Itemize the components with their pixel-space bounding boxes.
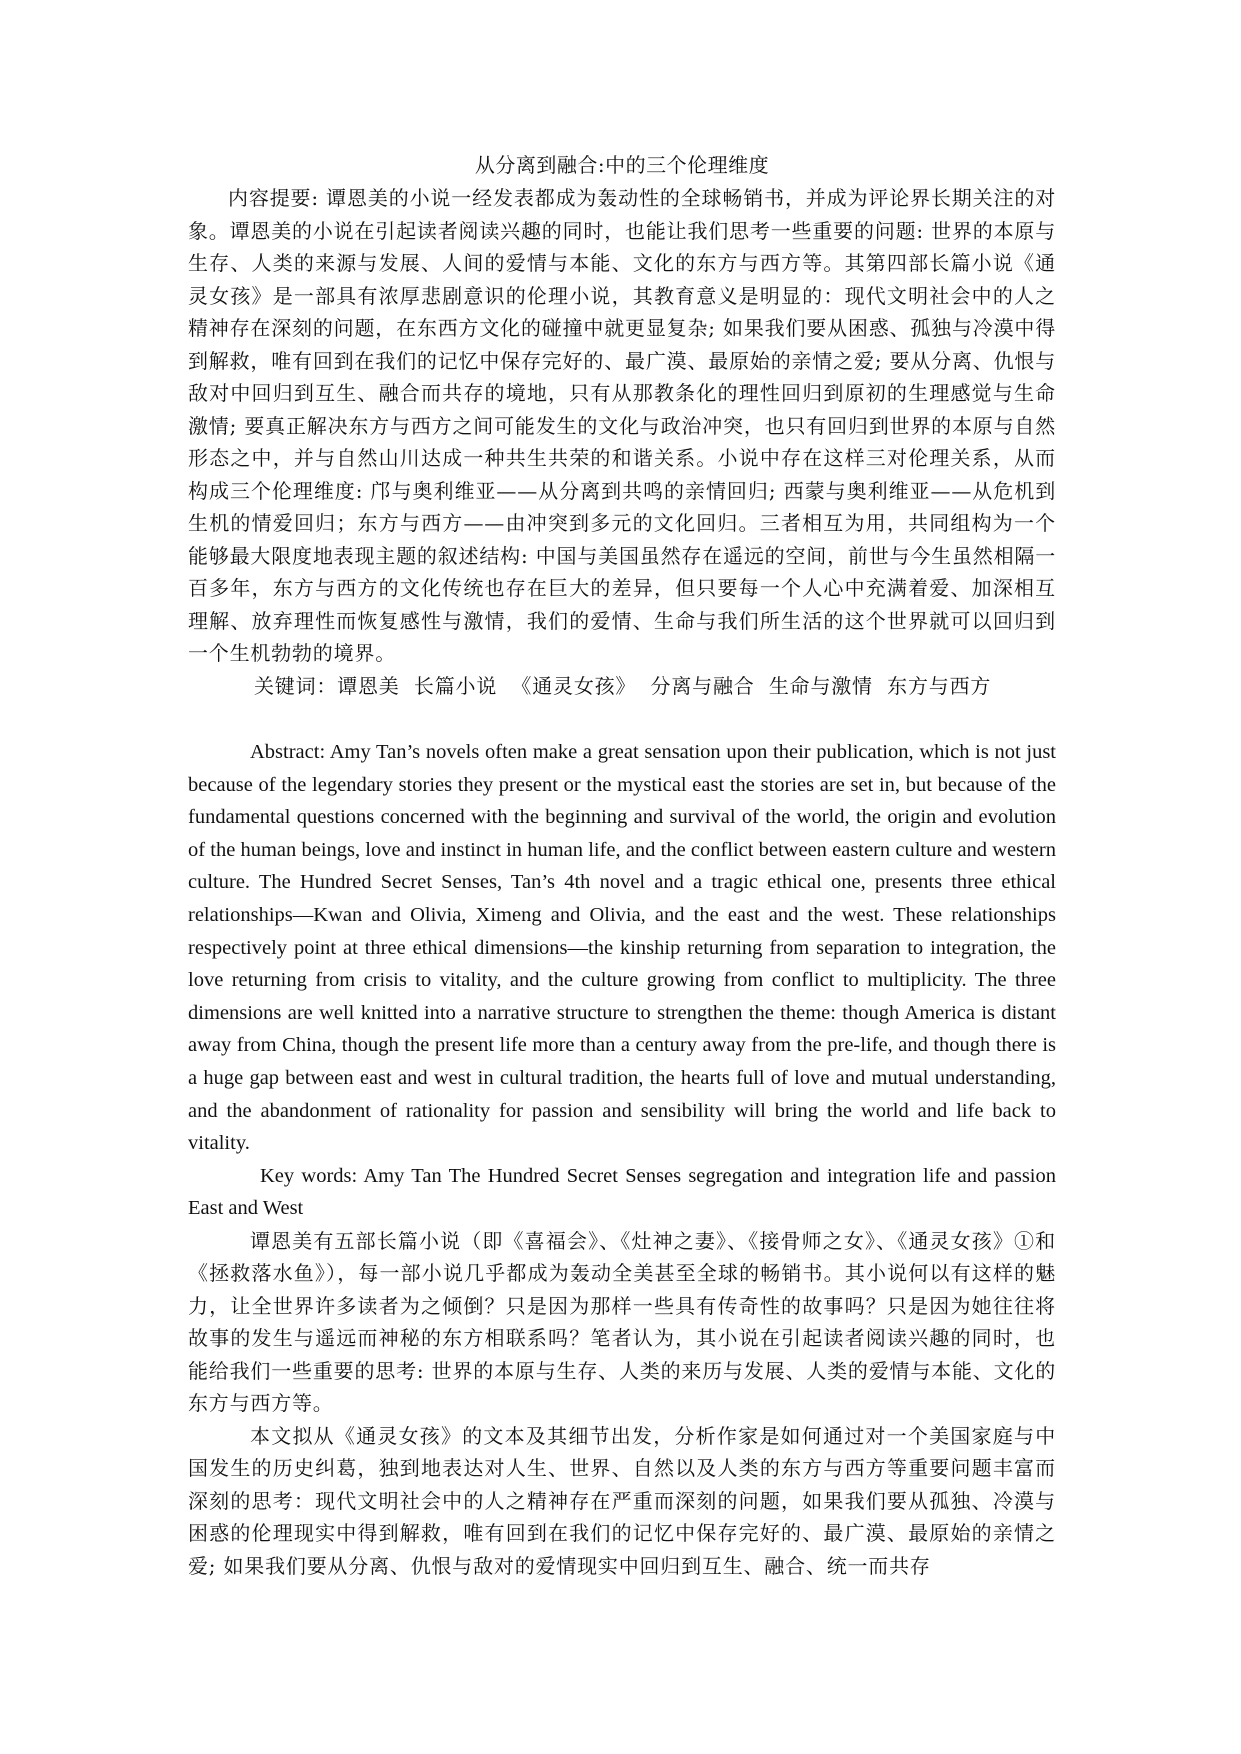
english-keywords: Key words: Amy Tan The Hundred Secret Senses segregation and integration life and passion East and West: [188, 1164, 1056, 1220]
section-spacer: [188, 702, 1056, 736]
chinese-keywords: 关键词：谭恩美 长篇小说 《通灵女孩》 分离与融合 生命与激情 东方与西方: [254, 673, 992, 698]
document-page: [188, 150, 1056, 1582]
document-title: 从分离到融合:中的三个伦理维度: [474, 153, 770, 177]
body-paragraph-1: 谭恩美有五部长篇小说（即《喜福会》、《灶神之妻》、《接骨师之女》、《通灵女孩》①和《拯救落水鱼》），每一部小说几乎都成为轰动全美甚至全球的畅销书。其小说何以有这样的魅力，让全世界许多读者为之倾倒？只是因为那样一些具有传奇性的故事吗？只是因为她往往将故事的发生与遥远而神秘的东方相联系吗？笔者认为，其小说在引起读者阅读兴趣的同时，也能给我们一些重要的思考: 世界的本原与生存、人类的来历与发展、人类的爱情与本能、文化的东方与西方等。: [188, 1228, 1056, 1416]
body-paragraph-2: 本文拟从《通灵女孩》的文本及其细节出发，分析作家是如何通过对一个美国家庭与中国发生的历史纠葛，独到地表达对人生、世界、自然以及人类的东方与西方等重要问题丰富而深刻的思考：现代文明社会中的人之精神存在严重而深刻的问题，如果我们要从孤独、冷漠与困惑的伦理现实中得到解救，唯有回到在我们的记忆中保存完好的、最广漠、最原始的亲情之爱; 如果我们要从分离、仇恨与敌对的爱情现实中回归到互生、融合、统一而共存: [188, 1423, 1056, 1578]
english-abstract: Abstract: Amy Tan’s novels often make a great sensation upon their publication, which is not just because of the legendary stories they present or the mystical east the stories are set in, but because of the fundamental questions concerned with the beginning and survival of the world, the origin and evolution of the human beings, love and instinct in human life, and the conflict between eastern culture and western culture. The Hundred Secret Senses, Tan’s 4th novel and a tragic ethical one, presents three ethical relationships—Kwan and Olivia, Ximeng and Olivia, and the east and the west. These relationships respectively point at three ethical dimensions—the kinship returning from separation to integration, the love returning from crisis to vitality, and the culture growing from conflict to multiplicity. The three dimensions are well knitted into a narrative structure to strengthen the theme: though America is distant away from China, though the present life more than a century away from the pre-life, and though there is a huge gap between east and west in cultural tradition, the hearts full of love and mutual understanding, and the abandonment of rationality for passion and sensibility will bring the world and life back to vitality.: [188, 741, 1056, 1155]
chinese-abstract: 内容提要: 谭恩美的小说一经发表都成为轰动性的全球畅销书，并成为评论界长期关注的对象。谭恩美的小说在引起读者阅读兴趣的同时，也能让我们思考一些重要的问题: 世界的本原与生存、人类的来源与发展、人间的爱情与本能、文化的东方与西方等。其第四部长篇小说《通灵女孩》是一部具有浓厚悲剧意识的伦理小说，其教育意义是明显的：现代文明社会中的人之精神存在深刻的问题，在东西方文化的碰撞中就更显复杂; 如果我们要从困惑、孤独与冷漠中得到解救，唯有回到在我们的记忆中保存完好的、最广漠、最原始的亲情之爱; 要从分离、仇恨与敌对中回归到互生、融合而共存的境地，只有从那教条化的理性回归到原初的生理感觉与生命激情; 要真正解决东方与西方之间可能发生的文化与政治冲突，也只有回归到世界的本原与自然形态之中，并与自然山川达成一种共生共荣的和谐关系。小说中存在这样三对伦理关系，从而构成三个伦理维度: 邝与奥利维亚——从分离到共鸣的亲情回归; 西蒙与奥利维亚——从危机到生机的情爱回归；东方与西方——由冲突到多元的文化回归。三者相互为用，共同组构为一个能够最大限度地表现主题的叙述结构: 中国与美国虽然存在遥远的空间，前世与今生虽然相隔一百多年，东方与西方的文化传统也存在巨大的差异，但只要每一个人心中充满着爱、加深相互理解、放弃理性而恢复感性与激情，我们的爱情、生命与我们所生活的这个世界就可以回归到一个生机勃勃的境界。: [188, 186, 1056, 665]
